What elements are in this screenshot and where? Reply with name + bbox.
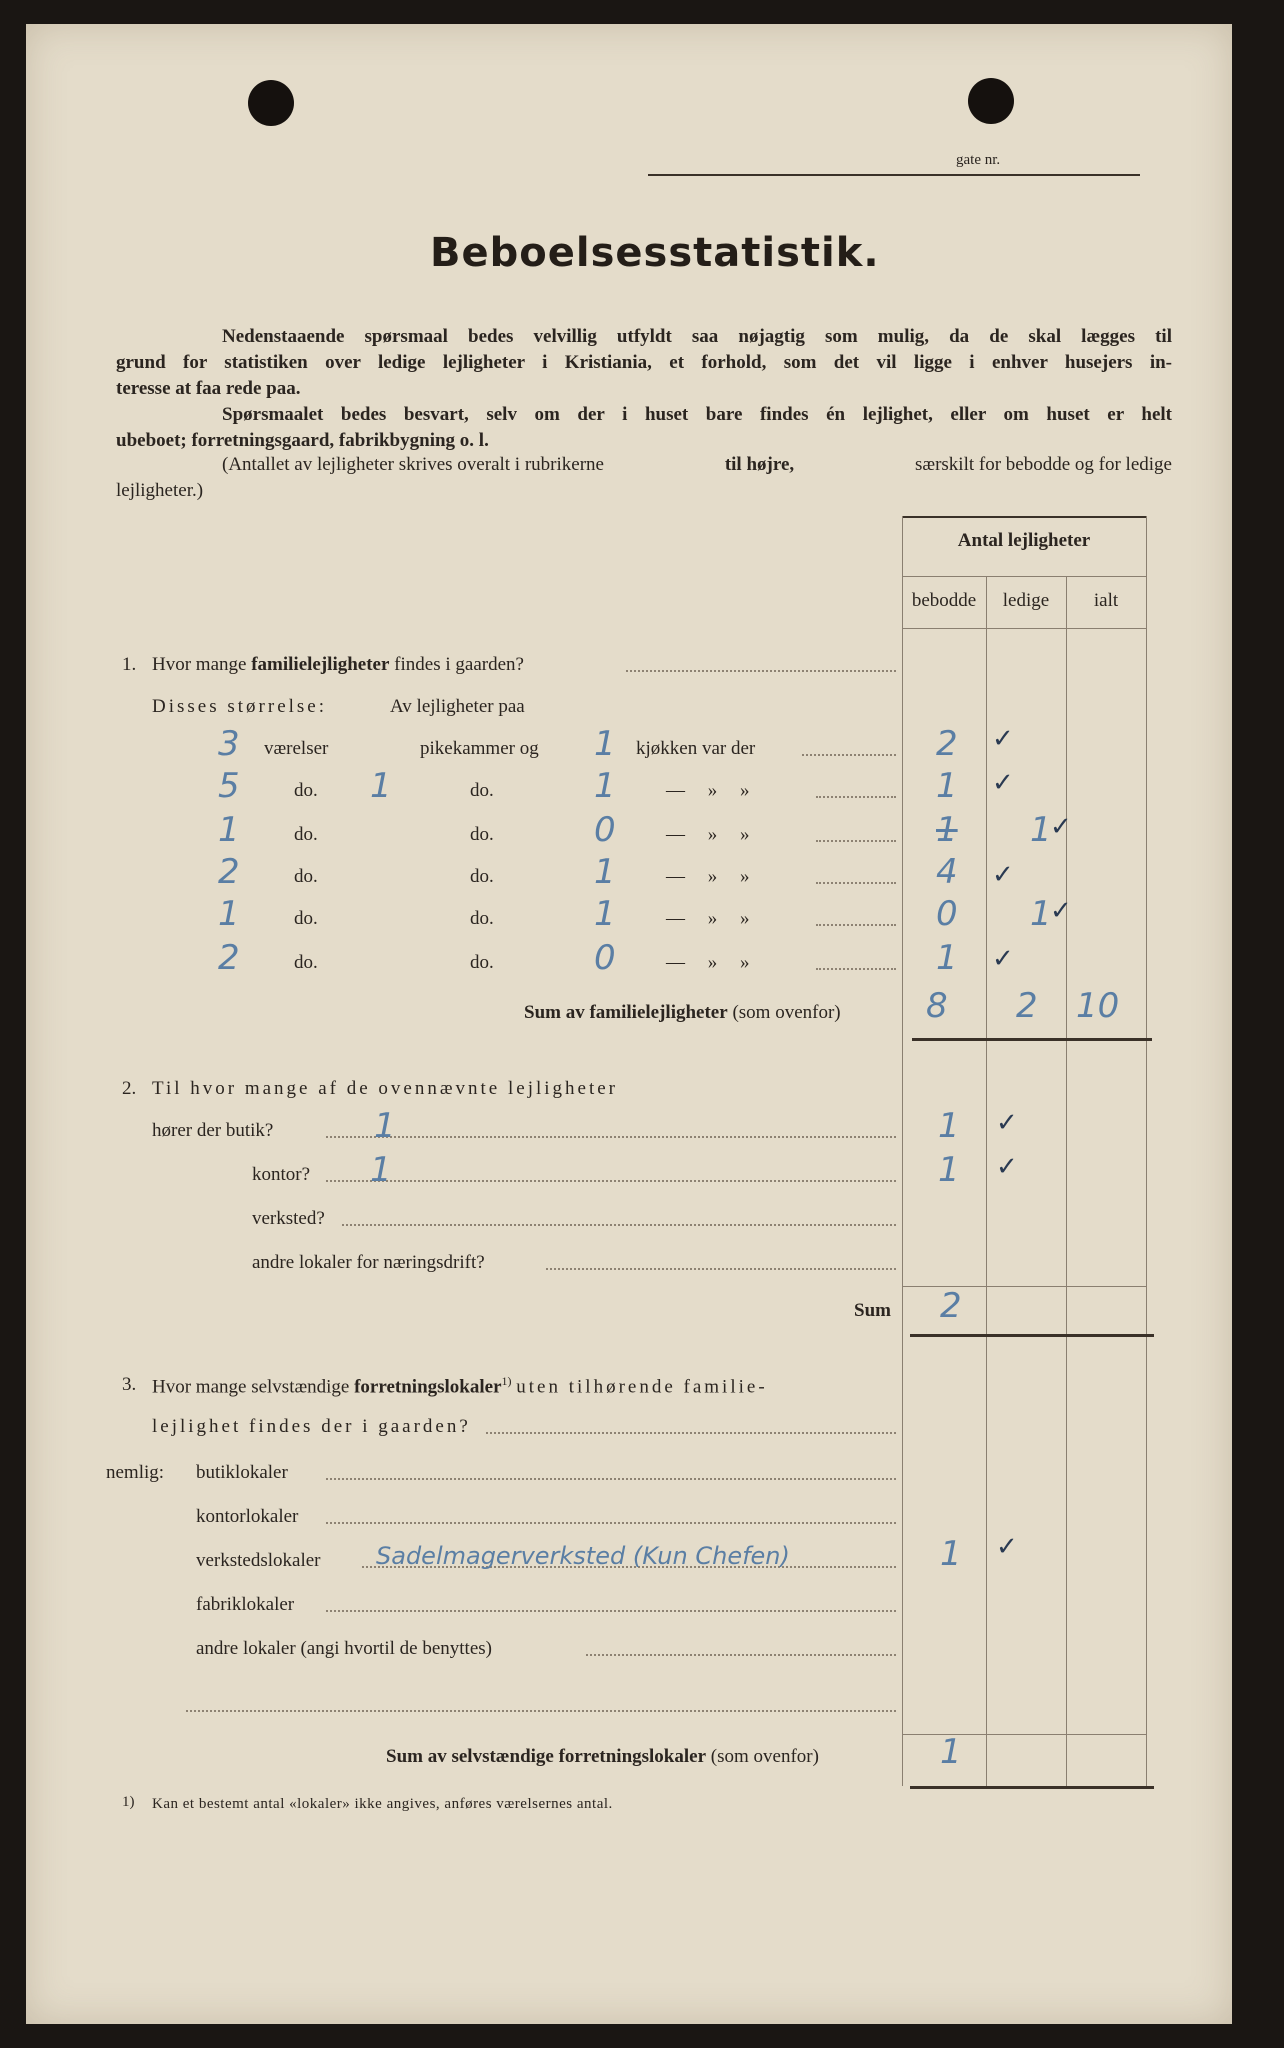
gate-number-label: gate nr. <box>956 152 1001 168</box>
q3-verksted-check: ✓ <box>996 1532 1018 1562</box>
col-header-bebodde: bebodde <box>911 590 977 611</box>
r1-check: ✓ <box>992 724 1014 754</box>
q3-sum-rule <box>910 1786 1154 1789</box>
r1-bebodde: 2 <box>936 724 958 764</box>
intro-line-3: teresse at faa rede paa. <box>116 378 301 399</box>
dot-leader <box>816 882 896 884</box>
q2-butik-val: 1 <box>938 1106 960 1146</box>
dot-leader <box>342 1224 896 1226</box>
r3-kjok-label: — » » <box>666 824 750 845</box>
q2-sum-label: Sum <box>854 1300 891 1321</box>
gate-number-line <box>648 174 1140 176</box>
q2-verksted-label: verksted? <box>252 1208 325 1229</box>
q1-sizes-sub: Av lejligheter paa <box>390 696 525 717</box>
q3-number: 3. <box>122 1374 137 1395</box>
table-header-title: Antal lejligheter <box>957 530 1091 551</box>
r4-vaer-label: do. <box>294 866 318 887</box>
q2-butik-label: hører der butik? <box>152 1120 274 1141</box>
r1-pike-label: pikekammer og <box>420 738 539 759</box>
q3-butik-label: butiklokaler <box>196 1462 288 1483</box>
r6-vaer: 2 <box>218 938 240 978</box>
table-subheader-rule <box>902 628 1146 629</box>
dot-leader <box>326 1610 896 1612</box>
q3-sum-val: 1 <box>940 1732 962 1772</box>
intro-note-b: til højre, <box>724 454 795 475</box>
q1-sum-label-b: (som ovenfor) <box>732 1002 841 1023</box>
q1-text-c: findes i gaarden? <box>394 654 524 675</box>
q3-sum-label <box>386 1746 819 1768</box>
r1-vaer: 3 <box>218 724 240 764</box>
punch-hole-right <box>968 78 1014 124</box>
page-title: Beboelsesstatistik. <box>430 230 880 276</box>
r2-kjok: 1 <box>594 766 616 806</box>
table-col-line-0 <box>902 516 903 1786</box>
r4-kjok-label: — » » <box>666 866 750 887</box>
dot-leader <box>326 1522 896 1524</box>
intro-line-7: lejligheter.) <box>116 480 204 501</box>
r1-kjok-label: kjøkken var der <box>636 738 756 759</box>
r5-vaer: 1 <box>218 894 240 934</box>
r3-vaer: 1 <box>218 810 240 850</box>
intro-line-5: ubeboet; forretningsgaard, fabrikbygning o. l. <box>116 430 489 451</box>
r5-check: ✓ <box>1050 896 1072 926</box>
q1-number: 1. <box>122 654 137 675</box>
r2-pike-label: do. <box>470 780 494 801</box>
intro-note-a: (Antallet av lejligheter skrives overalt i rubrikerne <box>222 454 604 475</box>
intro-line-4: Spørsmaalet bedes besvart, selv om der i huset bare findes én lejlighet, eller om huset er helt <box>222 404 1172 425</box>
r6-pike-label: do. <box>470 952 494 973</box>
r6-vaer-label: do. <box>294 952 318 973</box>
q2-kontor-hw: 1 <box>370 1150 392 1190</box>
dot-leader <box>326 1136 896 1138</box>
r3-kjok: 0 <box>594 810 616 850</box>
r4-vaer: 2 <box>218 852 240 892</box>
r3-pike-label: do. <box>470 824 494 845</box>
dot-leader <box>326 1478 896 1480</box>
q1-sum-ledige: 2 <box>1016 986 1038 1026</box>
dot-leader <box>626 670 896 672</box>
dot-leader <box>586 1654 896 1656</box>
q3-sum-top-rule <box>902 1734 1146 1735</box>
r2-vaer: 5 <box>218 766 240 806</box>
r1-vaer-label: værelser <box>264 738 329 759</box>
punch-hole-left <box>248 80 294 126</box>
r6-check: ✓ <box>992 944 1014 974</box>
r5-kjok: 1 <box>594 894 616 934</box>
q2-sum-val: 2 <box>940 1286 962 1326</box>
table-col-line-3 <box>1146 516 1147 1786</box>
q2-kontor-val: 1 <box>938 1150 960 1190</box>
q3-text-c: uten tilhørende familie- <box>516 1376 768 1398</box>
q3-question-l2: lejlighet findes der i gaarden? <box>152 1416 471 1437</box>
q3-verksted-hw: Sadelmagerverksted (Kun Chefen) <box>376 1542 790 1570</box>
r5-kjok-label: — » » <box>666 908 750 929</box>
q3-nemlig: nemlig: <box>106 1462 165 1483</box>
q1-sum-label <box>524 1002 841 1024</box>
r3-check: ✓ <box>1050 812 1072 842</box>
q1-sum-ialt: 10 <box>1076 986 1120 1026</box>
table-header-rule <box>902 576 1146 577</box>
q3-kontor-label: kontorlokaler <box>196 1506 299 1527</box>
r3-bebodde: 1 <box>936 810 958 850</box>
r4-kjok: 1 <box>594 852 616 892</box>
q1-sum-rule <box>912 1038 1152 1041</box>
table-col-line-1 <box>986 576 987 1786</box>
q2-question: Til hvor mange af de ovennævnte lejligheter <box>152 1078 618 1099</box>
q2-kontor-label: kontor? <box>252 1164 311 1185</box>
dot-leader <box>816 796 896 798</box>
dot-leader <box>816 924 896 926</box>
table-col-line-2 <box>1066 576 1067 1786</box>
q2-andre-label: andre lokaler for næringsdrift? <box>252 1252 485 1273</box>
intro-line-1: Nedenstaaende spørsmaal bedes velvillig utfyldt saa nøjagtig som mulig, da de skal lægges til <box>222 326 1172 347</box>
footnote-text: Kan et bestemt antal «lokaler» ikke angives, anføres værelsernes antal. <box>152 1796 613 1812</box>
q3-sum-label-c: (som ovenfor) <box>710 1746 819 1767</box>
q2-sum-top-rule <box>902 1286 1146 1287</box>
q1-sizes-label: Disses størrelse: <box>152 696 328 717</box>
r5-ledige: 1 <box>1030 894 1052 934</box>
q2-butik-hw: 1 <box>374 1106 396 1146</box>
r2-bebodde: 1 <box>936 766 958 806</box>
intro-line-2: grund for statistiken over ledige lejligheter i Kristiania, et forhold, som det vil ligge i enhver husejers in- <box>116 352 1172 373</box>
r4-pike-label: do. <box>470 866 494 887</box>
footnote-mark: 1) <box>122 1794 135 1810</box>
q2-sum-rule <box>910 1334 1154 1337</box>
q3-footnote-mark: 1) <box>501 1374 512 1388</box>
q1-text-b: familielejligheter <box>251 654 390 675</box>
q1-sum-bebodde: 8 <box>926 986 948 1026</box>
q3-fabrik-label: fabriklokaler <box>196 1594 295 1615</box>
q3-question <box>152 1374 768 1398</box>
form-sheet <box>26 24 1232 2024</box>
r3-vaer-label: do. <box>294 824 318 845</box>
r4-check: ✓ <box>992 860 1014 890</box>
dot-leader <box>486 1432 896 1434</box>
q3-verksted-val: 1 <box>940 1534 962 1574</box>
r5-bebodde: 0 <box>936 894 958 934</box>
dot-leader <box>546 1268 896 1270</box>
q3-text-a: Hvor mange selvstændige <box>152 1376 350 1398</box>
r2-vaer-label: do. <box>294 780 318 801</box>
q2-kontor-check: ✓ <box>996 1152 1018 1182</box>
col-header-ledige: ledige <box>1002 590 1050 611</box>
dot-leader <box>326 1180 896 1182</box>
r6-kjok: 0 <box>594 938 616 978</box>
r5-vaer-label: do. <box>294 908 318 929</box>
r6-kjok-label: — » » <box>666 952 750 973</box>
q2-number: 2. <box>122 1078 137 1099</box>
r4-bebodde: 4 <box>936 852 958 892</box>
dot-leader <box>816 968 896 970</box>
intro-line-6 <box>222 454 1172 476</box>
q1-text-a: Hvor mange <box>152 654 247 675</box>
dot-leader <box>802 754 896 756</box>
q3-sum-label-b: forretningslokaler <box>558 1746 707 1767</box>
intro-note-c: særskilt for bebodde og for ledige <box>915 454 1172 475</box>
table-top-rule <box>902 516 1146 518</box>
q3-sum-label-a: Sum av selvstændige <box>386 1746 554 1767</box>
q3-verksted-label: verkstedslokaler <box>196 1550 321 1571</box>
q2-butik-check: ✓ <box>996 1108 1018 1138</box>
r2-kjok-label: — » » <box>666 780 750 801</box>
r3-ledige: 1 <box>1030 810 1052 850</box>
r6-bebodde: 1 <box>936 938 958 978</box>
r2-pike: 1 <box>370 766 392 806</box>
q1-question <box>152 654 524 676</box>
q3-andre-label: andre lokaler (angi hvortil de benyttes) <box>196 1638 492 1659</box>
r2-check: ✓ <box>992 768 1014 798</box>
q1-sum-label-a: Sum av familielejligheter <box>524 1002 728 1023</box>
r1-kjok: 1 <box>594 724 616 764</box>
q3-text-b: forretningslokaler <box>354 1376 502 1398</box>
q3-andre-extra-line <box>186 1710 896 1712</box>
dot-leader <box>816 840 896 842</box>
col-header-ialt: ialt <box>1093 590 1119 611</box>
r5-pike-label: do. <box>470 908 494 929</box>
